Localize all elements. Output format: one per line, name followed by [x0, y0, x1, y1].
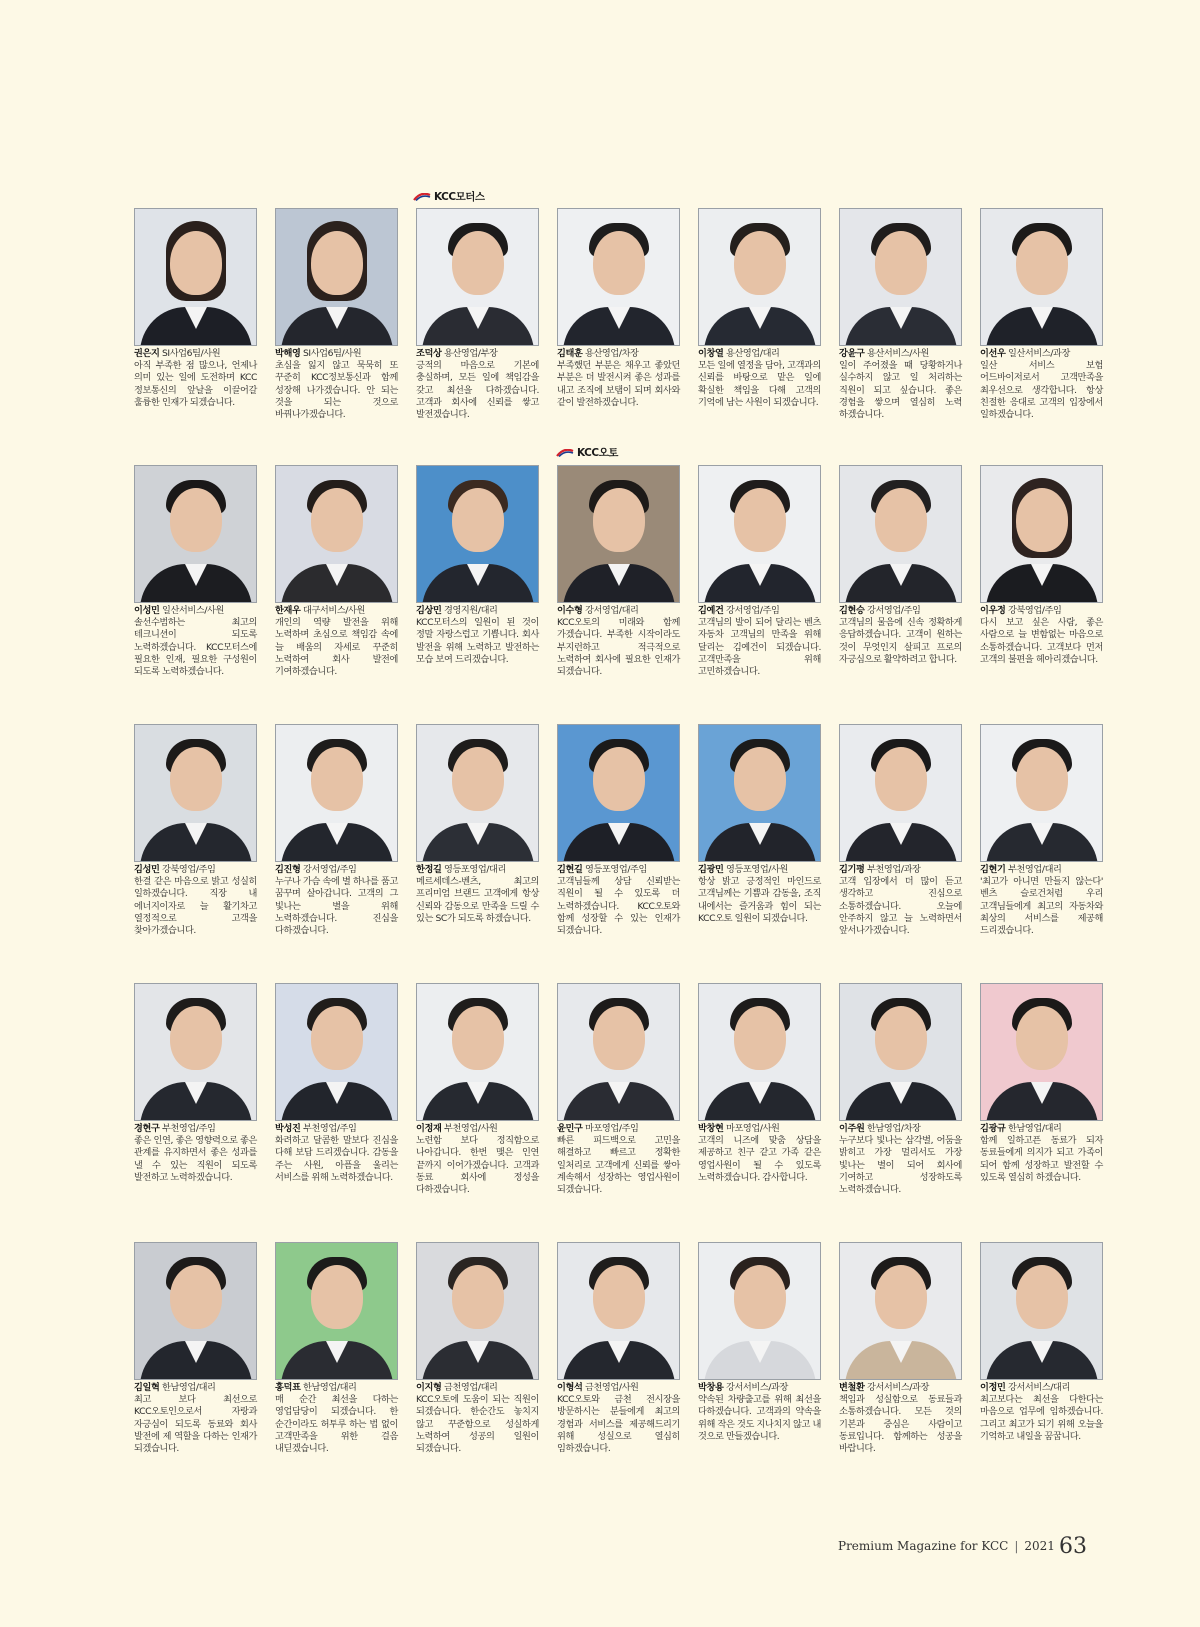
face-shape	[170, 488, 222, 552]
collar-shape	[608, 564, 630, 586]
person-statement: '최고가 아니면 만들지 않는다' 벤츠 슬로건처럼 우리 고객님들에게 최고의 자동차와 최상의 서비스를 제공해 드리겠습니다.	[980, 876, 1103, 937]
profile-photo	[698, 208, 821, 346]
face-shape	[593, 1006, 645, 1070]
person-role: 용산영업/부장	[443, 348, 498, 359]
profile-card	[275, 1242, 398, 1455]
person-role: 금천영업/대리	[443, 1382, 498, 1393]
collar-shape	[326, 1341, 348, 1363]
face-shape	[734, 747, 786, 811]
person-role: 강서서비스/과장	[725, 1382, 788, 1393]
person-statement: 다시 보고 싶은 사람, 좋은 사람으로 늘 변함없는 마음으로 소통하겠습니다. 고객보다 먼저 고객의 불편을 헤아리겠습니다.	[980, 617, 1103, 665]
person-role: 부천영업/사원	[443, 1123, 498, 1134]
profile-photo	[839, 208, 962, 346]
person-statement: 좋은 인연, 좋은 영향력으로 좋은 관계를 유지하면서 좋은 성과를 낼 수 있는 직원이 되도록 발전하고 노력하겠습니다.	[134, 1135, 257, 1183]
collar-shape	[1031, 823, 1053, 845]
person-name: 권은지	[134, 348, 160, 359]
person-name: 박창용	[698, 1382, 724, 1393]
profile-photo	[416, 208, 539, 346]
person-role: SI사업6팀/사원	[161, 348, 221, 359]
person-role: 한남영업/차장	[866, 1123, 921, 1134]
person-statement: 화려하고 달콤한 말보다 진심을 다해 보답 드리겠습니다. 감동을 주는 사원, 아픔을 울리는 서비스를 위해 노력하겠습니다.	[275, 1135, 398, 1183]
collar-shape	[467, 1341, 489, 1363]
person-name: 김기평	[839, 864, 865, 875]
kcc-swoosh-icon	[556, 449, 574, 457]
person-statement: 고객님들께 상담 신뢰받는 직원이 될 수 있도록 더 노력하겠습니다. KCC오토와 함께 성장할 수 있는 인재가 되겠습니다.	[557, 876, 680, 937]
person-name: 한정길	[416, 864, 442, 875]
face-shape	[875, 1265, 927, 1329]
collar-shape	[326, 823, 348, 845]
person-name: 이형석	[557, 1382, 583, 1393]
profile-photo	[557, 208, 680, 346]
person-name: 김광민	[698, 864, 724, 875]
profile-caption	[275, 1382, 398, 1455]
face-shape	[875, 488, 927, 552]
profile-photo	[134, 983, 257, 1121]
person-name: 김성민	[134, 864, 160, 875]
profile-caption	[839, 864, 962, 937]
person-name: 김일혁	[134, 1382, 160, 1393]
profile-row	[134, 724, 1104, 964]
collar-shape	[467, 564, 489, 586]
person-statement: 누구나 가슴 속에 별 하나를 품고 꿈꾸며 살아갑니다. 고객의 그 빛나는 별을 위해 노력하겠습니다. 진심을 다하겠습니다.	[275, 876, 398, 937]
profile-card	[980, 208, 1103, 421]
profile-card	[275, 983, 398, 1184]
issue-year: 2021	[1024, 1539, 1055, 1553]
collar-shape	[749, 1082, 771, 1104]
profile-photo	[698, 465, 821, 603]
profile-card	[839, 465, 962, 666]
person-role: 영등포영업/주임	[584, 864, 647, 875]
profile-photo	[416, 465, 539, 603]
face-shape	[311, 488, 363, 552]
face-shape	[311, 1006, 363, 1070]
face-shape	[170, 1265, 222, 1329]
person-statement: 한결 같은 마음으로 밝고 성실히 일하겠습니다. 직장 내 에너지이자로 늘 활기차고 열정적으로 고객을 찾아가겠습니다.	[134, 876, 257, 937]
profile-caption	[275, 1123, 398, 1184]
profile-photo	[557, 983, 680, 1121]
profile-photo	[698, 983, 821, 1121]
person-statement: 일이 주어졌을 때 당황하거나 실수하지 않고 일 처리하는 직원이 되고 싶습니다. 좋은 경험을 쌓으며 열심히 노력 하겠습니다.	[839, 360, 962, 421]
collar-shape	[326, 564, 348, 586]
profile-caption	[557, 348, 680, 409]
person-statement: KCC모터스의 일원이 된 것이 정말 자랑스럽고 기쁩니다. 회사 발전을 위해 노력하고 발전하는 모습 보여 드리겠습니다.	[416, 617, 539, 665]
profile-caption	[134, 864, 257, 937]
profile-caption	[275, 605, 398, 678]
person-name: 조덕상	[416, 348, 442, 359]
profile-photo	[134, 724, 257, 862]
face-shape	[1016, 747, 1068, 811]
person-role: 용산영업/차장	[584, 348, 639, 359]
profile-card	[416, 465, 539, 666]
profile-caption	[980, 1123, 1103, 1184]
profile-card	[134, 465, 257, 678]
face-shape	[452, 488, 504, 552]
collar-shape	[890, 1082, 912, 1104]
person-statement: 긍적의 마음으로 기본에 충실하며, 모든 일에 책임감을 갖고 최선을 다하겠습니다. 고객과 회사에 신뢰를 쌓고 발전겠습니다.	[416, 360, 539, 421]
face-shape	[1016, 488, 1068, 552]
person-name: 이우정	[980, 605, 1006, 616]
collar-shape	[890, 564, 912, 586]
profile-photo	[839, 1242, 962, 1380]
face-shape	[311, 231, 363, 295]
collar-shape	[890, 1341, 912, 1363]
person-name: 김진형	[275, 864, 301, 875]
profile-card	[980, 724, 1103, 937]
profile-photo	[698, 1242, 821, 1380]
person-name: 이성민	[134, 605, 160, 616]
collar-shape	[608, 1341, 630, 1363]
profile-card	[980, 1242, 1103, 1443]
person-statement: 항상 밝고 긍정적인 마인드로 고객님께는 기쁨과 감동을, 조직 내에서는 즐거움과 힘이 되는 KCC오토 일원이 되겠습니다.	[698, 876, 821, 924]
person-name: 김광규	[980, 1123, 1006, 1134]
person-role: 용산영업/대리	[725, 348, 780, 359]
profile-card	[980, 465, 1103, 666]
profile-caption	[557, 1123, 680, 1196]
profile-card	[980, 983, 1103, 1184]
collar-shape	[1031, 1341, 1053, 1363]
face-shape	[593, 747, 645, 811]
collar-shape	[749, 1341, 771, 1363]
profile-caption	[275, 864, 398, 937]
profile-photo	[557, 465, 680, 603]
profile-caption	[134, 605, 257, 678]
person-statement: 아직 부족한 점 많으나, 언제나 의미 있는 일에 도전하며 KCC 정보통신의 앞날을 이끌어갈 훌륭한 인재가 되겠습니다.	[134, 360, 257, 408]
person-name: 김현승	[839, 605, 865, 616]
person-role: 용산서비스/사원	[866, 348, 929, 359]
face-shape	[734, 1006, 786, 1070]
profile-photo	[275, 208, 398, 346]
person-role: 부천영업/주임	[161, 1123, 216, 1134]
person-role: 금천영업/사원	[584, 1382, 639, 1393]
collar-shape	[467, 307, 489, 329]
collar-shape	[185, 1082, 207, 1104]
person-role: 마포영업/사원	[725, 1123, 780, 1134]
profile-caption	[134, 1123, 257, 1184]
profile-caption	[416, 605, 539, 666]
profile-photo	[275, 465, 398, 603]
person-name: 경현구	[134, 1123, 160, 1134]
profile-photo	[980, 465, 1103, 603]
person-name: 김태훈	[557, 348, 583, 359]
profile-card	[698, 208, 821, 409]
collar-shape	[326, 307, 348, 329]
brand-label-kcc-auto: KCC오토	[556, 445, 618, 460]
person-name: 김현길	[557, 864, 583, 875]
face-shape	[311, 1265, 363, 1329]
face-shape	[1016, 231, 1068, 295]
profile-card	[134, 983, 257, 1184]
person-name: 한재우	[275, 605, 301, 616]
collar-shape	[1031, 307, 1053, 329]
person-role: 강서서비스/대리	[1007, 1382, 1070, 1393]
profile-caption	[416, 348, 539, 421]
profile-card	[839, 1242, 962, 1455]
profile-card	[839, 724, 962, 937]
person-role: SI사업6팀/사원	[302, 348, 362, 359]
profile-photo	[980, 983, 1103, 1121]
collar-shape	[608, 1082, 630, 1104]
profile-photo	[980, 208, 1103, 346]
face-shape	[452, 1265, 504, 1329]
person-name: 이선우	[980, 348, 1006, 359]
face-shape	[734, 488, 786, 552]
collar-shape	[749, 307, 771, 329]
brand-label-kcc-motors: KCC모터스	[413, 189, 485, 204]
profile-card	[557, 465, 680, 678]
person-name: 박창현	[698, 1123, 724, 1134]
profile-caption	[275, 348, 398, 421]
face-shape	[734, 1265, 786, 1329]
face-shape	[593, 1265, 645, 1329]
face-shape	[593, 488, 645, 552]
collar-shape	[608, 307, 630, 329]
magazine-name: Premium Magazine for KCC	[838, 1539, 1009, 1553]
person-statement: 매 순간 최선을 다하는 영업담당이 되겠습니다. 한 순간이라도 허투루 하는 법 없이 고객만족을 위한 걸음 내딛겠습니다.	[275, 1394, 398, 1455]
profile-caption	[839, 1382, 962, 1455]
profile-card	[557, 724, 680, 937]
profile-card	[839, 983, 962, 1196]
profile-photo	[557, 724, 680, 862]
face-shape	[593, 231, 645, 295]
collar-shape	[185, 1341, 207, 1363]
profile-photo	[416, 983, 539, 1121]
person-name: 강윤구	[839, 348, 865, 359]
profile-card	[698, 465, 821, 678]
profile-row	[134, 208, 1104, 448]
person-statement: 함께 일하고픈 동료가 되자 동료들에게 의지가 되고 가족이 되어 함께 성장하고 발전할 수 있도록 열심히 하겠습니다.	[980, 1135, 1103, 1183]
person-name: 김예건	[698, 605, 724, 616]
person-role: 영등포영업/사원	[725, 864, 788, 875]
person-role: 마포영업/주임	[584, 1123, 639, 1134]
profile-row	[134, 983, 1104, 1223]
person-name: 이주원	[839, 1123, 865, 1134]
profile-caption	[416, 1123, 539, 1196]
person-statement: 초심을 잃지 않고 묵묵히 또 꾸준히 KCC정보통신과 함께 성장해 나가겠습니다. 안 되는 것을 되는 것으로 바꿔나가겠습니다.	[275, 360, 398, 421]
profile-caption	[698, 348, 821, 409]
person-statement: 최고 보다 최선으로 KCC오토인으로서 자랑과 자긍심이 되도록 동료와 회사 발전에 제 역할을 다하는 인재가 되겠습니다.	[134, 1394, 257, 1455]
face-shape	[875, 231, 927, 295]
person-statement: 고객의 니즈에 맞춤 상담을 제공하고 친구 같고 가족 같은 영업사원이 될 수 있도록 노력하겠습니다. 감사합니다.	[698, 1135, 821, 1183]
face-shape	[452, 231, 504, 295]
profile-caption	[557, 864, 680, 937]
profile-caption	[698, 605, 821, 678]
collar-shape	[185, 823, 207, 845]
collar-shape	[608, 823, 630, 845]
profile-row	[134, 465, 1104, 705]
person-role: 강북영업/주임	[1007, 605, 1062, 616]
person-statement: 메르세데스-벤츠, 최고의 프리미엄 브랜드 고객에게 항상 신뢰와 감동으로 만족을 드릴 수 있는 SC가 되도록 하겠습니다.	[416, 876, 539, 924]
face-shape	[734, 231, 786, 295]
profile-caption	[557, 605, 680, 678]
person-name: 이정재	[416, 1123, 442, 1134]
profile-photo	[134, 208, 257, 346]
face-shape	[875, 747, 927, 811]
profile-card	[275, 208, 398, 421]
collar-shape	[890, 823, 912, 845]
profile-photo	[980, 724, 1103, 862]
profile-card	[416, 1242, 539, 1455]
profile-photo	[839, 465, 962, 603]
person-statement: 노련함 보다 정직함으로 나아갑니다. 한번 맺은 인연 끝까지 이어가겠습니다. 고객과 동료 회사에 정성을 다하겠습니다.	[416, 1135, 539, 1196]
collar-shape	[185, 564, 207, 586]
collar-shape	[467, 1082, 489, 1104]
profile-caption	[416, 864, 539, 925]
person-statement: 고객 입장에서 더 많이 듣고 생각하고 진심으로 소통하겠습니다. 오늘에 안주하지 않고 늘 노력하면서 앞서나가겠습니다.	[839, 876, 962, 937]
person-role: 일산서비스/과장	[1007, 348, 1070, 359]
face-shape	[170, 747, 222, 811]
person-name: 이정민	[980, 1382, 1006, 1393]
collar-shape	[1031, 1082, 1053, 1104]
person-role: 강서영업/주임	[866, 605, 921, 616]
person-statement: 솔선수범하는 최고의 테크니션이 되도록 노력하겠습니다. KCC모터스에 필요한 인재, 필요한 구성원이 되도록 노력하겠습니다.	[134, 617, 257, 678]
person-statement: KCC오토에 도움이 되는 직원이 되겠습니다. 한순간도 놓치지 않고 꾸준함으로 성실하게 노력하여 성공의 일원이 되겠습니다.	[416, 1394, 539, 1455]
person-statement: 부족했던 부분은 채우고 좋았던 부분은 더 발전시켜 좋은 성과를 내고 조직에 보탬이 되며 회사와 같이 발전하겠습니다.	[557, 360, 680, 408]
person-statement: 고객님의 발이 되어 달리는 벤츠 자동차 고객님의 만족을 위해 달리는 김예건이 되겠습니다. 고객만족을 위해 고민하겠습니다.	[698, 617, 821, 678]
person-role: 한남영업/대리	[302, 1382, 357, 1393]
profile-caption	[416, 1382, 539, 1455]
profile-card	[557, 208, 680, 409]
profile-card	[698, 724, 821, 925]
person-name: 박해영	[275, 348, 301, 359]
collar-shape	[749, 564, 771, 586]
collar-shape	[185, 307, 207, 329]
person-role: 부천영업/주임	[302, 1123, 357, 1134]
collar-shape	[749, 823, 771, 845]
person-name: 이창열	[698, 348, 724, 359]
profile-photo	[698, 724, 821, 862]
profile-card	[416, 208, 539, 421]
face-shape	[311, 747, 363, 811]
face-shape	[875, 1006, 927, 1070]
person-role: 한남영업/대리	[161, 1382, 216, 1393]
person-name: 윤민구	[557, 1123, 583, 1134]
person-statement: 개인의 역량 발전을 위해 노력하며 초심으로 책임감 속에 늘 배움의 자세로 꾸준히 노력하여 회사 발전에 기여하겠습니다.	[275, 617, 398, 678]
profile-caption	[557, 1382, 680, 1455]
face-shape	[1016, 1006, 1068, 1070]
face-shape	[1016, 1265, 1068, 1329]
person-role: 강북영업/주임	[161, 864, 216, 875]
profile-photo	[134, 1242, 257, 1380]
collar-shape	[890, 307, 912, 329]
profile-card	[275, 465, 398, 678]
profile-row	[134, 1242, 1104, 1482]
profile-photo	[839, 983, 962, 1121]
person-statement: 약속된 차량출고를 위해 최선을 다하겠습니다. 고객과의 약속을 위해 작은 것도 지나치지 않고 내 것으로 만들겠습니다.	[698, 1394, 821, 1442]
person-name: 이지형	[416, 1382, 442, 1393]
profile-card	[416, 983, 539, 1196]
profile-caption	[839, 348, 962, 421]
collar-shape	[326, 1082, 348, 1104]
profile-caption	[980, 605, 1103, 666]
person-name: 홍덕표	[275, 1382, 301, 1393]
person-statement: 모든 일에 열정을 담아, 고객과의 신뢰를 바탕으로 맡은 일에 확실한 책임을 다해 고객의 기억에 남는 사원이 되겠습니다.	[698, 360, 821, 408]
profile-caption	[698, 1123, 821, 1184]
profile-photo	[275, 1242, 398, 1380]
profile-card	[557, 1242, 680, 1455]
profile-card	[134, 208, 257, 409]
person-role: 한남영업/대리	[1007, 1123, 1062, 1134]
person-role: 강서영업/주임	[725, 605, 780, 616]
profile-caption	[839, 1123, 962, 1196]
person-role: 강서영업/대리	[584, 605, 639, 616]
person-statement: KCC오토와 금천 전시장을 방문하시는 분들에게 최고의 경험과 서비스를 제공해드리기 위해 성실으로 열심히 임하겠습니다.	[557, 1394, 680, 1455]
person-role: 강서영업/주임	[302, 864, 357, 875]
page-footer: Premium Magazine for KCC | 2021 63	[838, 1534, 1087, 1559]
face-shape	[452, 747, 504, 811]
profile-photo	[134, 465, 257, 603]
person-statement: 누구보다 빛나는 삼각별, 어둠을 밝히고 가장 멀리서도 가장 빛나는 별이 되어 회사에 기여하고 성장하도록 노력하겠습니다.	[839, 1135, 962, 1196]
profile-photo	[980, 1242, 1103, 1380]
face-shape	[170, 1006, 222, 1070]
profile-card	[416, 724, 539, 925]
kcc-swoosh-icon	[413, 193, 431, 201]
profile-caption	[980, 348, 1103, 421]
person-role: 부천영업/대리	[1007, 864, 1062, 875]
profile-photo	[557, 1242, 680, 1380]
profile-card	[134, 1242, 257, 1455]
collar-shape	[1031, 564, 1053, 586]
face-shape	[452, 1006, 504, 1070]
face-shape	[170, 231, 222, 295]
person-statement: KCC오토의 미래와 함께 가겠습니다. 부족한 시작이라도 부지런하고 적극적으로 노력하여 회사에 필요한 인재가 되겠습니다.	[557, 617, 680, 678]
profile-card	[275, 724, 398, 937]
person-statement: 일산 서비스 보험 어드바이저로서 고객만족을 최우선으로 생각합니다. 항상 친절한 응대로 고객의 입장에서 일하겠습니다.	[980, 360, 1103, 421]
profile-card	[698, 983, 821, 1184]
profile-card	[839, 208, 962, 421]
person-statement: 고객님의 물음에 신속 정확하게 응답하겠습니다. 고객이 원하는 것이 무엇인지 살피고 프로의 자긍심으로 활약하려고 합니다.	[839, 617, 962, 665]
profile-photo	[416, 724, 539, 862]
person-statement: 빠른 피드백으로 고민을 해결하고 빠르고 정확한 일처리로 고객에게 신뢰를 쌓아 계속해서 성장하는 영업사원이 되겠습니다.	[557, 1135, 680, 1196]
person-role: 대구서비스/사원	[302, 605, 365, 616]
person-name: 변철환	[839, 1382, 865, 1393]
profile-caption	[698, 1382, 821, 1443]
profile-caption	[134, 348, 257, 409]
person-name: 박성진	[275, 1123, 301, 1134]
profile-card	[557, 983, 680, 1196]
person-role: 영등포영업/대리	[443, 864, 506, 875]
person-name: 김현기	[980, 864, 1006, 875]
person-statement: 책임과 성실함으로 동료들과 소통하겠습니다. 모든 것의 기본과 중심은 사람이고 동료입니다. 함께하는 성공을 바랍니다.	[839, 1394, 962, 1455]
page-number: 63	[1058, 1534, 1087, 1559]
profile-photo	[416, 1242, 539, 1380]
profile-card	[698, 1242, 821, 1443]
profile-card	[134, 724, 257, 937]
profile-photo	[839, 724, 962, 862]
person-name: 이수형	[557, 605, 583, 616]
person-role: 부천영업/과장	[866, 864, 921, 875]
profile-caption	[134, 1382, 257, 1455]
profile-photo	[275, 724, 398, 862]
person-name: 김상민	[416, 605, 442, 616]
profile-caption	[698, 864, 821, 925]
profile-photo	[275, 983, 398, 1121]
profile-caption	[839, 605, 962, 666]
profile-caption	[980, 864, 1103, 937]
person-statement: 최고보다는 최선을 다한다는 마음으로 업무에 임하겠습니다. 그리고 최고가 되기 위해 오늘을 기억하고 내일을 꿈꿉니다.	[980, 1394, 1103, 1442]
profile-caption	[980, 1382, 1103, 1443]
person-role: 일산서비스/사원	[161, 605, 224, 616]
person-role: 경영지원/대리	[443, 605, 498, 616]
person-role: 강서서비스/과장	[866, 1382, 929, 1393]
collar-shape	[467, 823, 489, 845]
